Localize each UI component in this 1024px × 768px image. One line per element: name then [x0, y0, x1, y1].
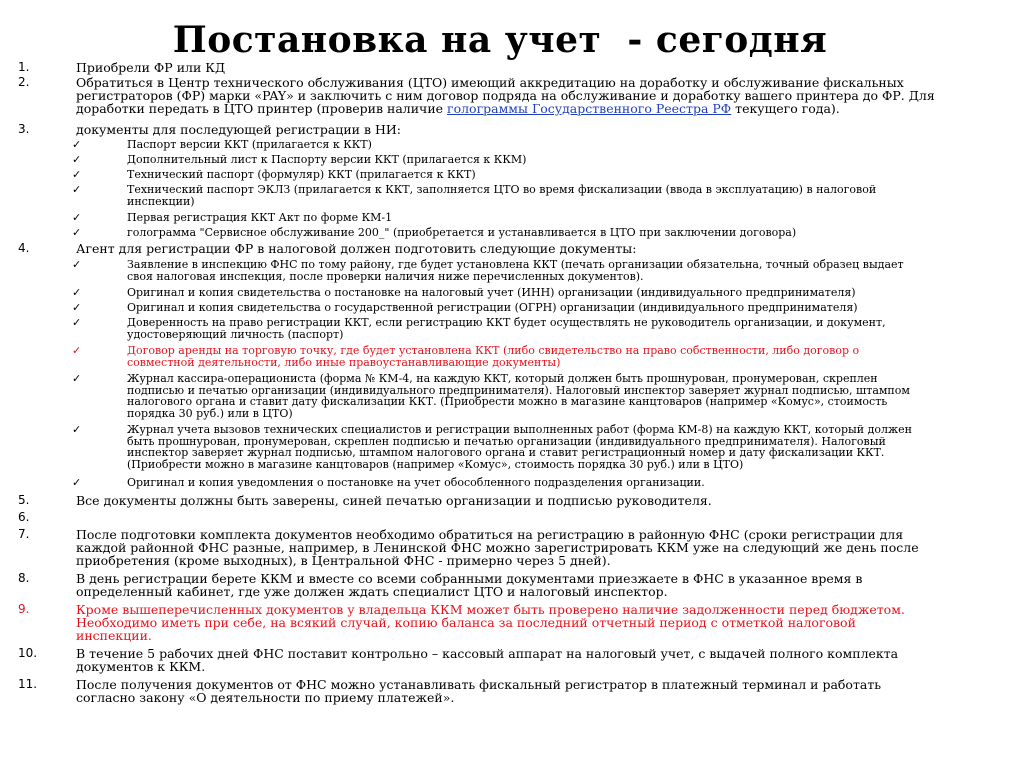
checkmark-icon: ✓: [72, 344, 82, 357]
list-item-text: Все документы должны быть заверены, синей печатью организации и подписью руководителя.: [76, 493, 712, 508]
checkmark-icon: ✓: [72, 423, 82, 436]
checkmark-icon: ✓: [72, 301, 82, 314]
hologram-registry-link[interactable]: голограммы Государственного Реестра РФ: [447, 101, 732, 116]
checkmark-icon: ✓: [72, 211, 82, 224]
page-title: Постановка на учет - сегодня: [172, 19, 828, 61]
list-item-text: Приобрели ФР или КД: [76, 60, 226, 75]
checkmark-icon: ✓: [72, 153, 82, 166]
checkmark-icon: ✓: [72, 226, 82, 239]
sub-item-text: Заявление в инспекцию ФНС по тому району, где будет установлена ККТ (печать организации обязательна, точный образец выдает своя налоговая инспекция, после проверки наличия ниже перечисленных документов).: [127, 258, 904, 283]
list-item-text: В течение 5 рабочих дней ФНС поставит контрольно – кассовый аппарат на налоговый учет, с выдачей полного комплекта документов к ККМ.: [76, 646, 899, 674]
list-number: 3.: [18, 122, 30, 136]
sub-item-text: Паспорт версии ККТ (прилагается к ККТ): [127, 138, 372, 151]
sub-item-text: Первая регистрация ККТ Акт по форме КМ-1: [127, 211, 393, 224]
list-number: 5.: [18, 493, 30, 507]
checkmark-icon: ✓: [72, 286, 82, 299]
list-item-text: После подготовки комплекта документов необходимо обратиться на регистрацию в районную ФНС (сроки регистрации для каждой районной ФНС разные, например, в Ленинской ФНС можно зарегистрировать ККМ уже на следующий же день после приобретения (кроме выходных), в Центральной ФНС - примерно через 5 дней).: [76, 527, 919, 568]
sub-item-text: Оригинал и копия свидетельства о постановке на налоговый учет (ИНН) организации (индивидуального предпринимателя): [127, 286, 856, 299]
list-number: 8.: [18, 571, 30, 585]
list-number: 11.: [18, 677, 38, 691]
list-number: 1.: [18, 60, 30, 74]
sub-item-text: Журнал кассира-операциониста (форма № КМ-4, на каждую ККТ, который должен быть прошнурован, пронумерован, скреплен подписью и печатью организации (индивидуального предпринимателя). Налоговый инспектор заверяет журнал подписью, штампом налогового органа и ставит дату фискализации ККТ. (Приобрести можно в магазине канцтоваров (например «Комус», стоимость порядка 30 руб.) или в ЦТО): [127, 372, 910, 420]
sub-item-text: голограмма "Сервисное обслуживание 200_" (приобретается и устанавливается в ЦТО при заключении договора): [127, 226, 797, 239]
sub-item-text: Технический паспорт (формуляр) ККТ (прилагается к ККТ): [127, 168, 476, 181]
list-item-text: В день регистрации берете ККМ и вместе со всеми собранными документами приезжаете в ФНС в указанное время в определенный кабинет, где уже должен ждать специалист ЦТО и налоговый инспектор.: [76, 571, 863, 599]
checkmark-icon: ✓: [72, 476, 82, 489]
sub-item-text: Технический паспорт ЭКЛЗ (прилагается к ККТ, заполняется ЦТО во время фискализации (ввода в эксплуатацию) в налоговой инспекции): [127, 183, 877, 208]
list-number: 7.: [18, 527, 30, 541]
list-item-text: После получения документов от ФНС можно устанавливать фискальный регистратор в платежный терминал и работать согласно закону «О деятельности по приему платежей».: [76, 677, 882, 705]
list-number: 4.: [18, 241, 30, 255]
sub-item-text: Оригинал и копия свидетельства о государственной регистрации (ОГРН) организации (индивидуального предпринимателя): [127, 301, 858, 314]
sub-item-text: Дополнительный лист к Паспорту версии ККТ (прилагается к ККМ): [127, 153, 527, 166]
list-item-text: Обратиться в Центр технического обслуживания (ЦТО) имеющий аккредитацию на доработку и обслуживание фискальных регистраторов (ФР) марки «PAY» и заключить с ним договор подряда на обслуживание и доработку вашего принтера до ФР. Для доработки передать в ЦТО принтер (проверив наличие голограммы Государственного Реестра РФ текущего года).: [76, 75, 935, 116]
checkmark-icon: ✓: [72, 258, 82, 271]
checkmark-icon: ✓: [72, 183, 82, 196]
list-item-text-highlighted: Кроме вышеперечисленных документов у владельца ККМ может быть проверено наличие задолженности перед бюджетом. Необходимо иметь при себе, на всякий случай, копию баланса за последний отчетный период с отметкой налоговой инспекции.: [76, 602, 905, 643]
sub-item-text: Оригинал и копия уведомления о постановке на учет обособленного подразделения организации.: [127, 476, 705, 489]
list-number: 9.: [18, 602, 30, 616]
list-item-text: Агент для регистрации ФР в налоговой должен подготовить следующие документы:: [76, 241, 637, 256]
sub-item-text: Журнал учета вызовов технических специалистов и регистрации выполненных работ (форма КМ-8) на каждую ККТ, который должен быть прошнурован, пронумерован, скреплен подписью и печатью организации (индивидуального предпринимателя). Налоговый инспектор заверяет журнал подписью, штампом налогового органа и ставит регистрационный номер и дату фискализации ККТ. (Приобрести можно в магазине канцтоваров (например «Комус», стоимость порядка 30 руб.) или в ЦТО): [127, 423, 912, 471]
list-number: 2.: [18, 75, 30, 89]
checkmark-icon: ✓: [72, 316, 82, 329]
list-item-text: документы для последующей регистрации в НИ:: [76, 122, 401, 137]
checkmark-icon: ✓: [72, 168, 82, 181]
sub-item-text: Доверенность на право регистрации ККТ, если регистрацию ККТ будет осуществлять не руководитель организации, и документ, удостоверяющий личность (паспорт): [127, 316, 886, 341]
list-number: 6.: [18, 510, 30, 524]
sub-item-text-highlighted: Договор аренды на торговую точку, где будет установлена ККТ (либо свидетельство на право собственности, либо договор о совместной деятельности, либо иные правоустанавливающие документы): [127, 344, 860, 369]
checkmark-icon: ✓: [72, 372, 82, 385]
list-number: 10.: [18, 646, 38, 660]
checkmark-icon: ✓: [72, 138, 82, 151]
